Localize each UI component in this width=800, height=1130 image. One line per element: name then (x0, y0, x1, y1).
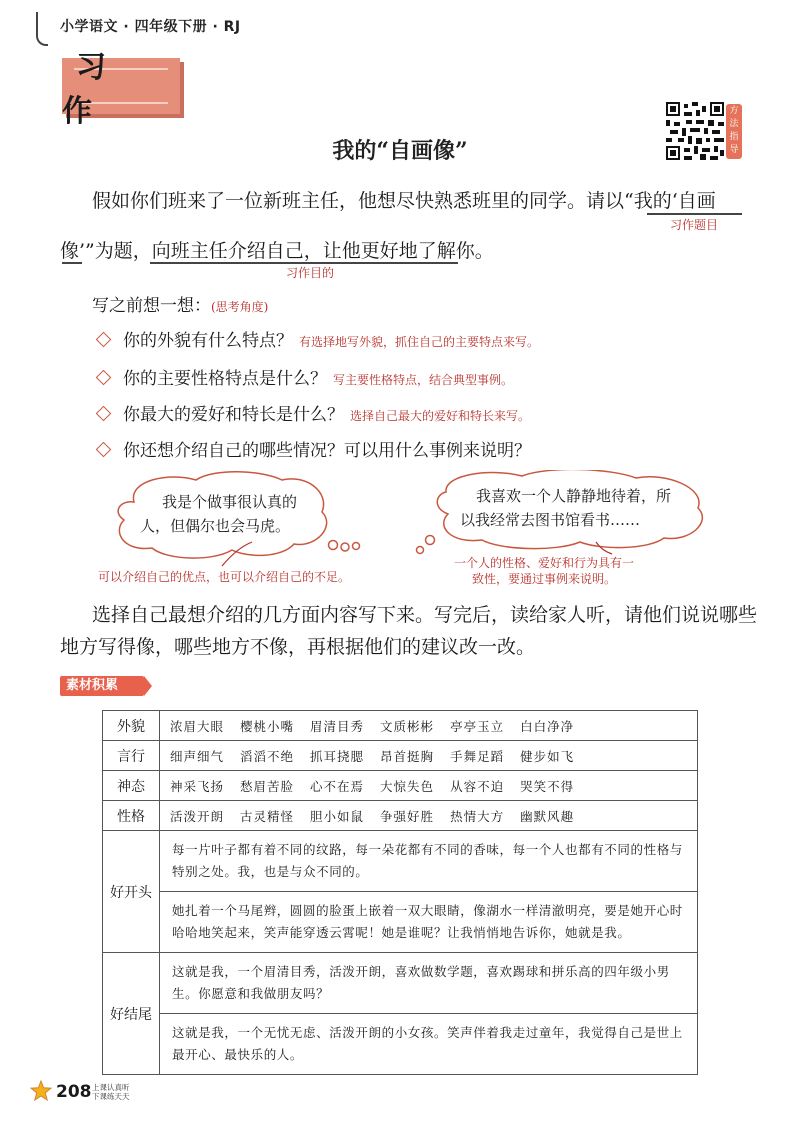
instruction-line-2: 地方写得像，哪些地方不像，再根据他们的建议改一改。 (60, 636, 536, 658)
row-category: 好结尾 (103, 953, 160, 1075)
bubble-left-note: 可以介绍自己的优点，也可以介绍自己的不足。 (98, 570, 351, 584)
word: 白白净净 (520, 718, 575, 734)
method-guide-tag: 方法指导 (726, 104, 742, 159)
prompt-item (98, 326, 539, 351)
word: 热情大方 (450, 808, 505, 824)
word: 健步如飞 (520, 748, 575, 764)
slogan-line: 下课练天天 (92, 1092, 130, 1101)
word: 神采飞扬 (170, 778, 225, 794)
instruction-line-1: 选择自己最想介绍的几方面内容写下来。写完后，读给家人听，请他们说说哪些 (92, 604, 758, 626)
word: 从容不迫 (450, 778, 505, 794)
ending-example: 这就是我，一个眉清目秀，活泼开朗，喜欢做数学题，喜欢踢球和拼乐高的四年级小男生。你愿意和我做朋友吗？ (160, 953, 698, 1014)
bubble-left-line-2: 人，但偶尔也会马虎。 (140, 517, 291, 535)
section-badge-label: 习 作 (62, 50, 120, 129)
word-list (160, 711, 698, 741)
row-category: 外貌 (103, 711, 160, 741)
diamond-bullet-icon (96, 406, 112, 422)
row-category: 神态 (103, 771, 160, 801)
diamond-bullet-icon (96, 442, 112, 458)
prompt-question: 你最大的爱好和特长是什么？ (123, 405, 344, 425)
word: 心不在焉 (310, 778, 365, 794)
word: 大惊失色 (380, 778, 435, 794)
prompt-question: 你还想介绍自己的哪些情况？可以用什么事例来说明？ (123, 441, 531, 461)
note-topic: 习作题目 (670, 218, 719, 232)
bubble-right-line-2: 以我经常去图书馆看书…… (460, 511, 641, 529)
table-row (103, 711, 698, 741)
word-list (160, 741, 698, 771)
opening-example: 她扎着一个马尾辫，圆圆的脸蛋上嵌着一双大眼睛，像湖水一样清澈明亮，要是她开心时哈哈地笑起来，笑声能穿透云霄呢！她是谁呢？让我悄悄地告诉你，她就是我。 (160, 892, 698, 953)
think-heading (92, 291, 268, 316)
word: 文质彬彬 (380, 718, 435, 734)
diamond-bullet-icon (96, 370, 112, 386)
prompt-hint: 写主要性格特点，结合典型事例。 (333, 373, 514, 387)
row-category: 言行 (103, 741, 160, 771)
word: 亭亭玉立 (450, 718, 505, 734)
bubble-right-note-1: 一个人的性格、爱好和行为具有一 (454, 556, 635, 570)
word: 古灵精怪 (240, 808, 295, 824)
word-list (160, 801, 698, 831)
prompt-question: 你的主要性格特点是什么？ (123, 369, 327, 389)
prompt-item (98, 436, 531, 461)
table-row (103, 741, 698, 771)
intro-line-2: 像’”为题，向班主任介绍自己，让他更好地了解你。 (60, 240, 494, 262)
bubble-right-note-2: 致性，要通过事例来说明。 (472, 572, 617, 586)
corner-bracket (36, 12, 48, 46)
opening-example: 每一片叶子都有着不同的纹路，每一朵花都有不同的香味，每一个人也都有不同的性格与特别之处。我，也是与众不同的。 (160, 831, 698, 892)
row-category: 性格 (103, 801, 160, 831)
topic-underline-2 (62, 262, 82, 264)
word: 愁眉苦脸 (240, 778, 295, 794)
word: 樱桃小嘴 (240, 718, 295, 734)
table-row (103, 953, 698, 1014)
prompt-hint: 选择自己最大的爱好和特长来写。 (350, 409, 531, 423)
breadcrumb: 小学语文 · 四年级下册 · RJ (60, 19, 241, 35)
page-number: 208 (56, 1082, 92, 1102)
word: 争强好胜 (380, 808, 435, 824)
ending-example: 这就是我，一个无忧无虑、活泼开朗的小女孩。笑声伴着我走过童年，我觉得自己是世上最开心、最快乐的人。 (160, 1014, 698, 1075)
word: 浓眉大眼 (170, 718, 225, 734)
topic-underline (647, 213, 742, 215)
prompt-item (98, 400, 530, 425)
word: 幽默风趣 (520, 808, 575, 824)
footer-slogan (92, 1083, 130, 1101)
think-label: 写之前想一想： (92, 296, 211, 316)
material-table (102, 710, 698, 1075)
page-title: 我的“自画像” (332, 138, 468, 164)
table-row (103, 831, 698, 892)
word: 细声细气 (170, 748, 225, 764)
prompt-question: 你的外貌有什么特点？ (123, 331, 293, 351)
intro-line-1: 假如你们班来了一位新班主任，他想尽快熟悉班里的同学。请以“我的‘自画 (92, 190, 716, 212)
section-badge (62, 50, 180, 129)
diamond-bullet-icon (96, 332, 112, 348)
word: 手舞足蹈 (450, 748, 505, 764)
word: 哭笑不得 (520, 778, 575, 794)
word: 眉清目秀 (310, 718, 365, 734)
bubble-right-line-1: 我喜欢一个人静静地待着，所 (476, 487, 672, 505)
word-list (160, 771, 698, 801)
bubble-left-line-1: 我是个做事很认真的 (162, 493, 298, 511)
word: 滔滔不绝 (240, 748, 295, 764)
table-row (103, 892, 698, 953)
word: 昂首挺胸 (380, 748, 435, 764)
prompt-item (98, 364, 513, 389)
word: 活泼开朗 (170, 808, 225, 824)
table-row (103, 771, 698, 801)
material-label: 素材积累 (60, 676, 144, 696)
star-badge-icon (30, 1080, 52, 1102)
table-row (103, 801, 698, 831)
slogan-line: 上课认真听 (92, 1083, 130, 1092)
think-note: (思考角度) (211, 300, 269, 314)
note-purpose: 习作目的 (286, 266, 335, 280)
word: 抓耳挠腮 (310, 748, 365, 764)
word: 胆小如鼠 (310, 808, 365, 824)
row-category: 好开头 (103, 831, 160, 953)
prompt-hint: 有选择地写外貌，抓住自己的主要特点来写。 (299, 335, 540, 349)
table-row (103, 1014, 698, 1075)
